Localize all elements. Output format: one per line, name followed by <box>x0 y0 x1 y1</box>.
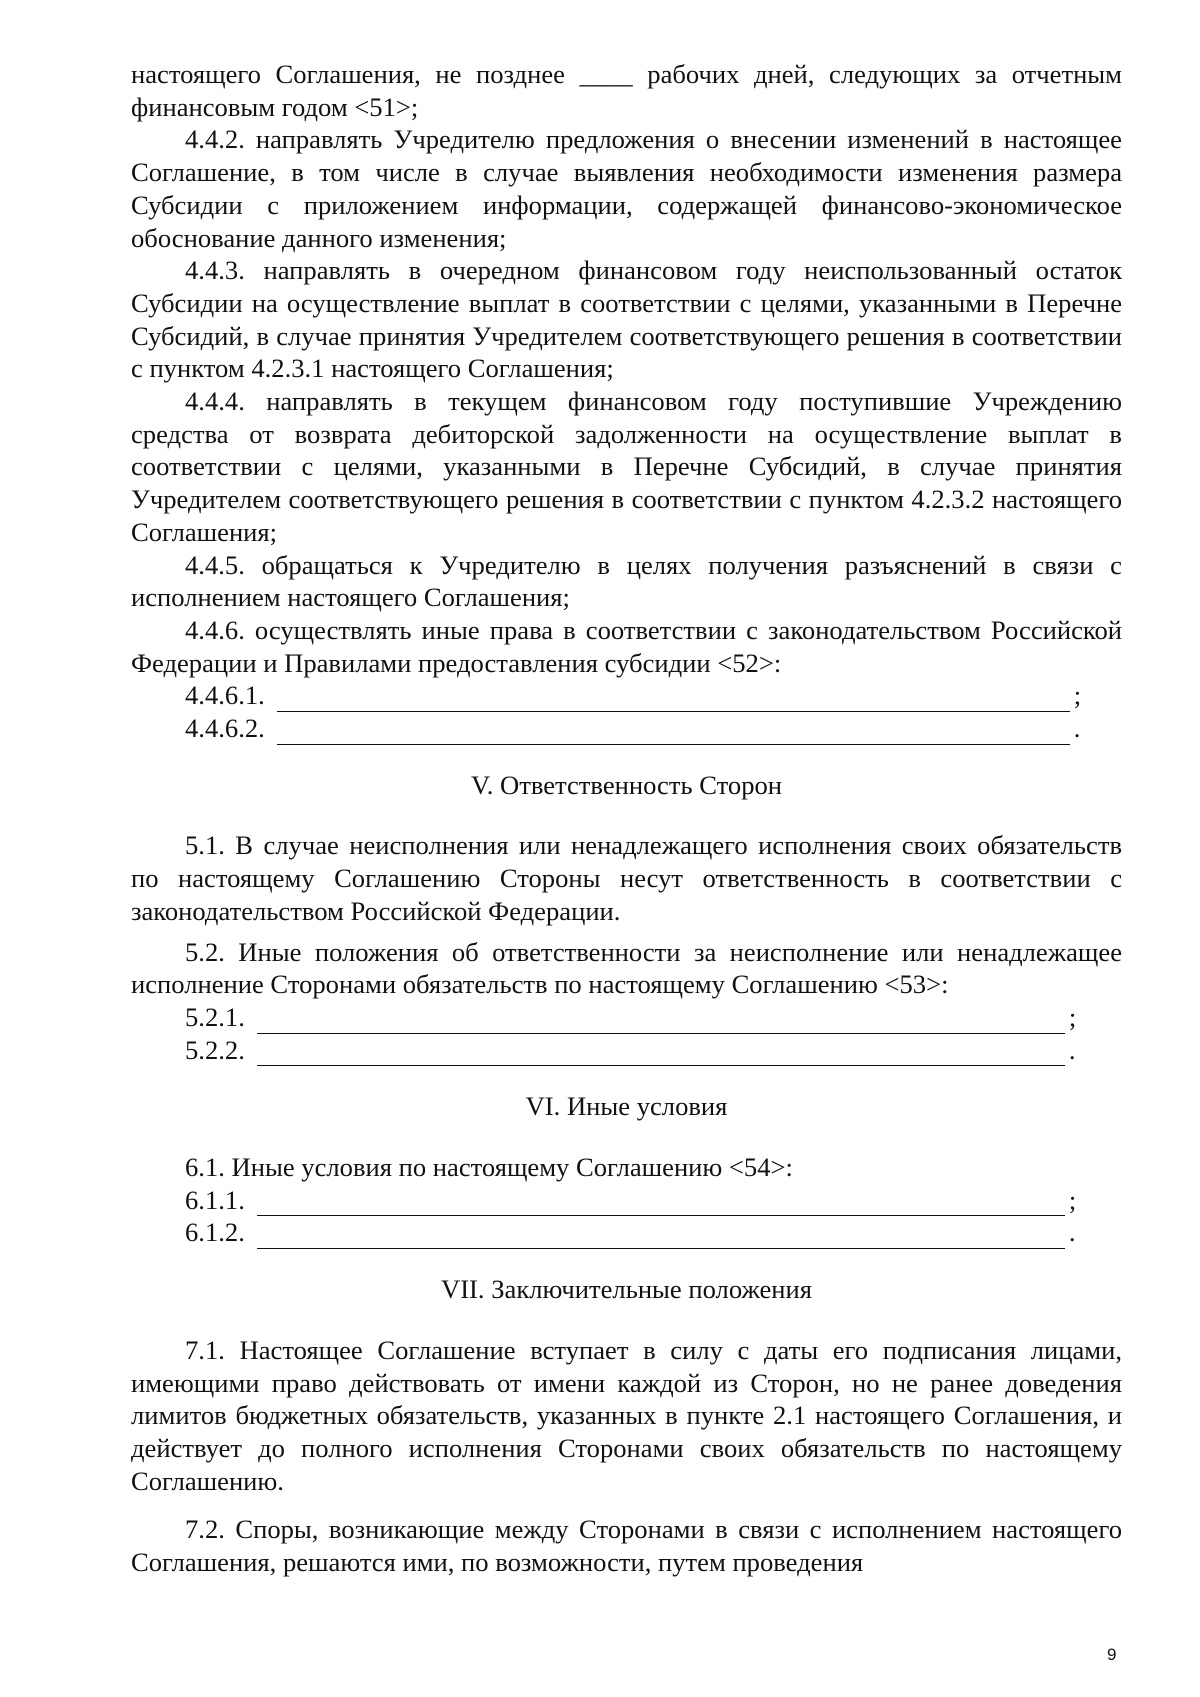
paragraph-4-4-6: 4.4.6. осуществлять иные права в соответствии с законодательством Российской Федерации и Правилами предоставления субсидии <52>: <box>131 614 1122 678</box>
blank-label: 5.2.1. <box>185 1001 245 1032</box>
paragraph-5-1: 5.1. В случае неисполнения или ненадлежащего исполнения своих обязательств по настоящему Соглашению Стороны несут ответственность в соответствии с законодательством Российской Федерации. <box>131 830 1122 926</box>
blank-label: 4.4.6.2. <box>185 713 265 744</box>
paragraph-4-4-3: 4.4.3. направлять в очередном финансовом году неиспользованный остаток Субсидии на осуществление выплат в соответствии с целями, указанными в Перечне Субсидий, в случае принятия Учредителем соответствующего решения в соответствии с пунктом 4.2.3.1 настоящего Соглашения; <box>131 255 1122 384</box>
blank-end-mark: ; <box>1073 680 1082 711</box>
blank-label: 6.1.1. <box>185 1184 245 1215</box>
fill-in-line <box>277 720 1070 745</box>
section-7-heading: VII. Заключительные положения <box>441 1274 812 1305</box>
paragraph-4-4-2: 4.4.2. направлять Учредителю предложения о внесении изменений в настоящее Соглашение, в том числе в случае выявления необходимости изменения размера Субсидии с приложением информации, содержащей финансово-экономическое обоснование данного изменения; <box>131 124 1122 253</box>
page-number: 9 <box>1107 1645 1117 1664</box>
paragraph-4-4-4: 4.4.4. направлять в текущем финансовом году поступившие Учреждению средства от возврата дебиторской задолженности на осуществление выплат в соответствии с целями, указанными в Перечне Субсидий, в случае принятия Учредителем соответствующего решения в соответствии с пунктом 4.2.3.2 настоящего Соглашения; <box>131 386 1122 547</box>
blank-field-6-1-1 <box>131 1184 1122 1217</box>
blank-label: 4.4.6.1. <box>185 680 265 711</box>
blank-end-mark: . <box>1068 1217 1076 1248</box>
section-6-heading: VI. Иные условия <box>525 1091 728 1122</box>
fill-in-line <box>277 687 1070 712</box>
blank-end-mark: . <box>1073 713 1081 744</box>
blank-end-mark: ; <box>1068 1001 1077 1032</box>
section-5-heading: V. Ответственность Сторон <box>470 769 783 800</box>
fill-in-line <box>257 1224 1065 1249</box>
paragraph-7-2: 7.2. Споры, возникающие между Сторонами в связи с исполнением настоящего Соглашения, решаются ими, по возможности, путем проведения <box>131 1514 1122 1578</box>
blank-end-mark: ; <box>1068 1184 1077 1215</box>
paragraph-6-1: 6.1. Иные условия по настоящему Соглашению <54>: <box>185 1152 793 1183</box>
paragraph-4-4-5: 4.4.5. обращаться к Учредителю в целях получения разъяснений в связи с исполнением настоящего Соглашения; <box>131 549 1122 613</box>
blank-end-mark: . <box>1068 1034 1076 1065</box>
paragraph-4-4-1-continuation: настоящего Соглашения, не позднее ____ рабочих дней, следующих за отчетным финансовым годом <51>; <box>131 59 1122 122</box>
document-body <box>131 58 1122 1579</box>
blank-field-6-1-2 <box>131 1216 1122 1249</box>
blank-field-5-2-2 <box>131 1034 1122 1067</box>
blank-field-5-2-1 <box>131 1001 1122 1034</box>
paragraph-5-2: 5.2. Иные положения об ответственности за неисполнение или ненадлежащее исполнение Сторонами обязательств по настоящему Соглашению <53>: <box>131 936 1122 1000</box>
fill-in-line <box>257 1041 1065 1066</box>
paragraph-7-1: 7.1. Настоящее Соглашение вступает в силу с даты его подписания лицами, имеющими право действовать от имени каждой из Сторон, но не ранее доведения лимитов бюджетных обязательств, указанных в пункте 2.1 настоящего Соглашения, и действует до полного исполнения Сторонами своих обязательств по настоящему Соглашению. <box>131 1334 1122 1496</box>
blank-label: 5.2.2. <box>185 1034 245 1065</box>
fill-in-line <box>257 1191 1065 1216</box>
blank-field-4-4-6-1 <box>131 679 1122 712</box>
blank-label: 6.1.2. <box>185 1217 245 1248</box>
fill-in-line <box>257 1009 1065 1034</box>
blank-field-4-4-6-2 <box>131 712 1122 745</box>
